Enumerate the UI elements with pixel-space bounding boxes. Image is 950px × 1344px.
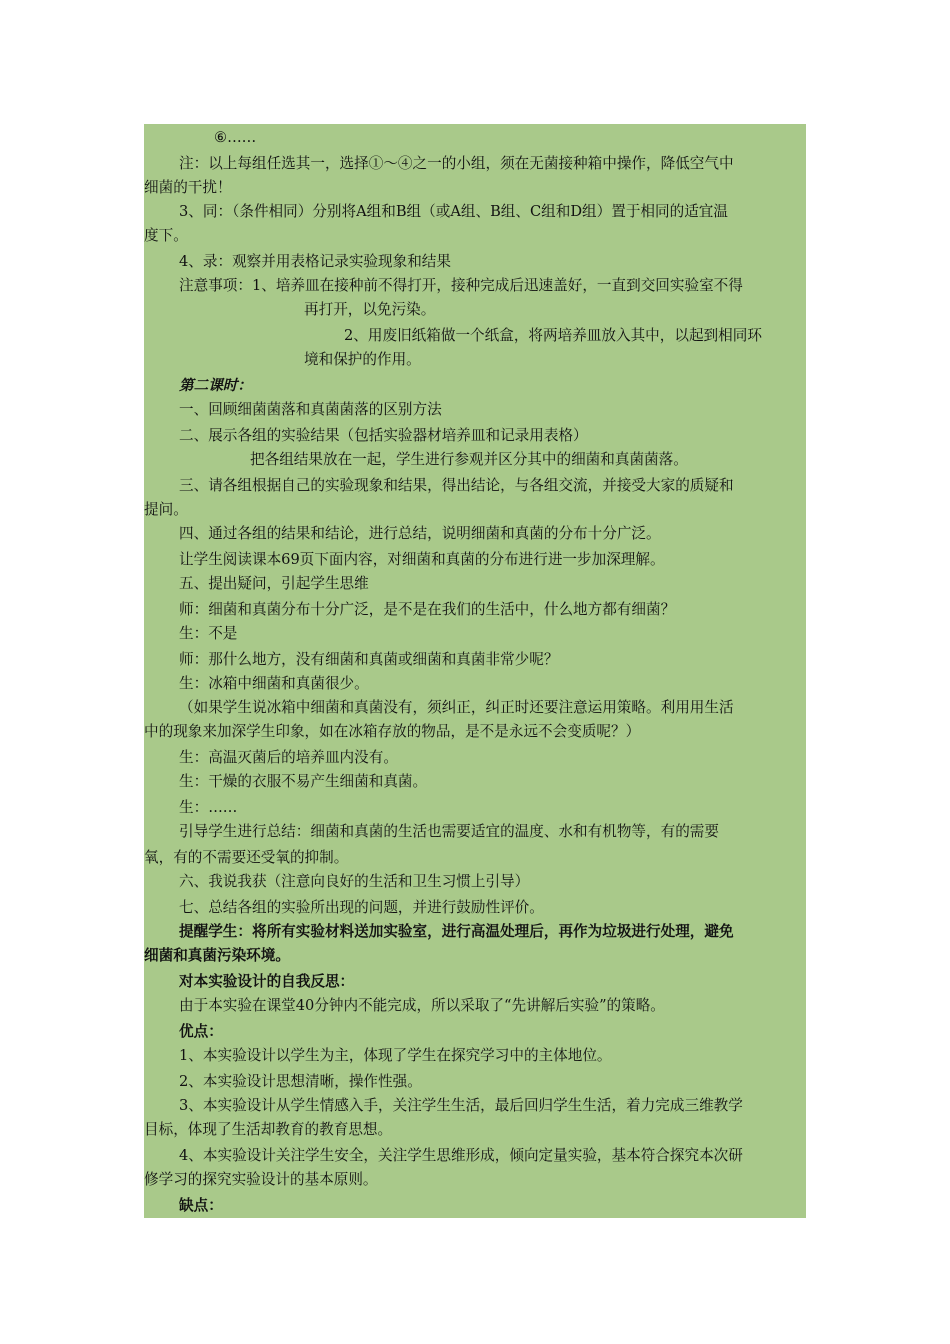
text-line: 中的现象来加深学生印象，如在冰箱存放的物品，是不是永远不会变质呢？）	[144, 723, 641, 740]
section-heading: 优点：	[179, 1023, 223, 1040]
text-line: 提问。	[144, 501, 188, 518]
text-line: 2、用废旧纸箱做一个纸盒，将两培养皿放入其中，以起到相同环	[344, 327, 762, 344]
text-line: 生：……	[179, 799, 238, 816]
text-line: 度下。	[144, 227, 188, 244]
text-line: 生：高温灭菌后的培养皿内没有。	[179, 749, 398, 766]
text-line: 五、提出疑问，引起学生思维	[179, 575, 369, 592]
reminder-line: 提醒学生：将所有实验材料送加实验室，进行高温处理后，再作为垃圾进行处理，避免	[179, 923, 734, 940]
text-line: 生：干燥的衣服不易产生细菌和真菌。	[179, 773, 428, 790]
text-line: 3、同：（条件相同）分别将A组和B组（或A组、B组、C组和D组）置于相同的适宜温	[179, 203, 728, 220]
text-line: 注意事项：1、培养皿在接种前不得打开，接种完成后迅速盖好，一直到交回实验室不得	[179, 277, 743, 294]
text-line: 把各组结果放在一起，学生进行参观并区分其中的细菌和真菌菌落。	[250, 451, 688, 468]
text-line: 引导学生进行总结：细菌和真菌的生活也需要适宜的温度、水和有机物等，有的需要	[179, 823, 719, 840]
text-line: 由于本实验在课堂40分钟内不能完成，所以采取了“先讲解后实验”的策略。	[179, 997, 665, 1014]
text-line: 生：冰箱中细菌和真菌很少。	[179, 675, 369, 692]
text-line: 三、请各组根据自己的实验现象和结果，得出结论，与各组交流，并接受大家的质疑和	[179, 477, 734, 494]
text-line: 师：那什么地方，没有细菌和真菌或细菌和真菌非常少呢？	[179, 651, 559, 668]
text-line: 氧，有的不需要还受氧的抑制。	[144, 849, 349, 866]
text-line: 七、总结各组的实验所出现的问题，并进行鼓励性评价。	[179, 899, 544, 916]
text-line: 再打开，以免污染。	[304, 301, 436, 318]
text-line: 生：不是	[179, 625, 238, 642]
text-line: 注：以上每组任选其一，选择①～④之一的小组，须在无菌接种箱中操作，降低空气中	[179, 155, 734, 172]
text-line: 境和保护的作用。	[304, 351, 421, 368]
text-line: 一、回顾细菌菌落和真菌菌落的区别方法	[179, 401, 442, 418]
text-line: 3、本实验设计从学生情感入手，关注学生生活，最后回归学生生活，着力完成三维教学	[179, 1097, 743, 1114]
text-line: 修学习的探究实验设计的基本原则。	[144, 1171, 378, 1188]
document-page-block	[144, 124, 806, 1218]
reminder-line: 细菌和真菌污染环境。	[144, 947, 290, 964]
text-line: 2、本实验设计思想清晰，操作性强。	[179, 1073, 422, 1090]
text-line: 师：细菌和真菌分布十分广泛，是不是在我们的生活中，什么地方都有细菌？	[179, 601, 676, 618]
text-line: 让学生阅读课本69页下面内容，对细菌和真菌的分布进行进一步加深理解。	[179, 551, 665, 568]
text-line: 二、展示各组的实验结果（包括实验器材培养皿和记录用表格）	[179, 427, 588, 444]
text-line: ⑥……	[214, 129, 257, 146]
text-line: 细菌的干扰！	[144, 179, 232, 196]
text-line: 1、本实验设计以学生为主，体现了学生在探究学习中的主体地位。	[179, 1047, 612, 1064]
section-heading: 第二课时：	[179, 377, 252, 394]
text-line: 六、我说我获（注意向良好的生活和卫生习惯上引导）	[179, 873, 530, 890]
text-line: 4、本实验设计关注学生安全，关注学生思维形成，倾向定量实验，基本符合探究本次研	[179, 1147, 743, 1164]
text-line: 4、录：观察并用表格记录实验现象和结果	[179, 253, 451, 270]
section-heading: 对本实验设计的自我反思：	[179, 973, 355, 990]
text-line: 四、通过各组的结果和结论，进行总结，说明细菌和真菌的分布十分广泛。	[179, 525, 661, 542]
text-line: 目标，体现了生活却教育的教育思想。	[144, 1121, 393, 1138]
section-heading: 缺点：	[179, 1197, 223, 1214]
text-line: （如果学生说冰箱中细菌和真菌没有，须纠正，纠正时还要注意运用策略。利用用生活	[179, 699, 734, 716]
